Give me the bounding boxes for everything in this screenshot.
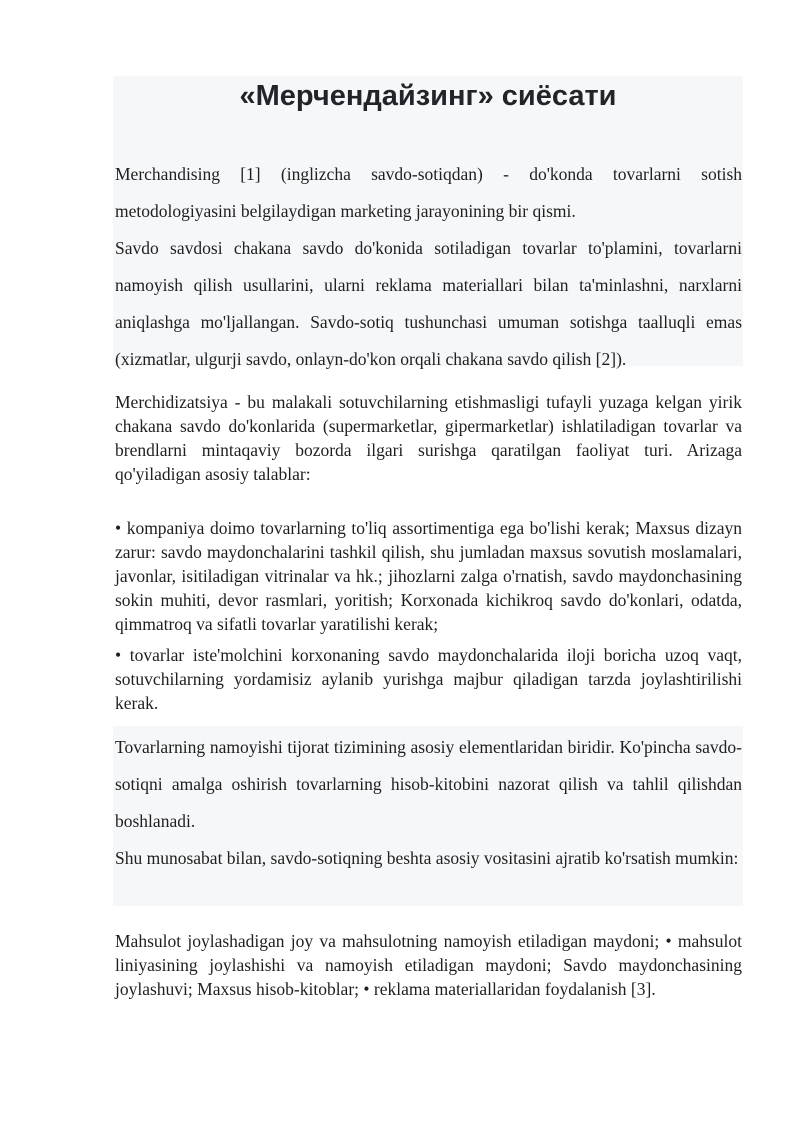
paragraph-requirement-2: • tovarlar iste'molchini korxonaning savdo maydonchalarida iloji boricha uzoq vaqt, sotuvchilarning yordamisiz aylanib yurishga majbur qiladigan tarzda joylashtirilishi kerak. xyxy=(115,645,742,713)
page-title: «Мерчендайзинг» сиёсати xyxy=(239,80,617,112)
paragraph-merchidizatsiya: Merchidizatsiya - bu malakali sotuvchilarning etishmasligi tufayli yuzaga kelgan yirik chakana savdo do'konlarida (supermarketlar, gipermarketlar) ishlatiladigan tovarlar va brendlarni mintaqaviy bozorda ilgari surishga qaratilgan faoliyat turi. Arizaga qo'yiladigan asosiy talablar: xyxy=(115,392,742,484)
paragraph-savdo-savdosi: Savdo savdosi chakana savdo do'konida sotiladigan tovarlar to'plamini, tovarlarni namoyish qilish usullarini, ularni reklama materiallari bilan ta'minlashni, narxlarni aniqlashga mo'ljallangan. Savdo-sotiq tushunchasi umuman sotishga taalluqli emas (xizmatlar, ulgurji savdo, onlayn-do'kon orqali chakana savdo qilish [2]). xyxy=(115,238,742,369)
paragraph-merchandising-definition: Merchandising [1] (inglizcha savdo-sotiqdan) - do'konda tovarlarni sotish metodologiyasini belgilaydigan marketing jarayonining bir qismi. xyxy=(115,164,742,221)
paragraph-requirement-1: • kompaniya doimo tovarlarning to'liq assortimentiga ega bo'lishi kerak; Maxsus dizayn zarur: savdo maydonchalarini tashkil qilish, shu jumladan maxsus sovutish moslamalari, javonlar, isitiladigan vitrinalar va hk.; jihozlarni zalga o'rnatish, savdo maydonchasining sokin muhiti, devor rasmlari, yoritish; Korxonada kichikroq savdo do'konlari, odatda, qimmatroq va sifatli tovarlar yaratilishi kerak; xyxy=(115,518,742,634)
paragraph-tools-list: Mahsulot joylashadigan joy va mahsulotning namoyish etiladigan maydoni; • mahsulot liniyasining joylashishi va namoyish etiladigan maydoni; Savdo maydonchasining joylashuvi; Maxsus hisob-kitoblar; • reklama materiallaridan foydalanish [3]. xyxy=(115,931,742,999)
paragraph-shu-munosabat: Shu munosabat bilan, savdo-sotiqning beshta asosiy vositasini ajratib ko'rsatish mumkin: xyxy=(115,848,739,868)
paragraph-tovarlar-namoyishi: Tovarlarning namoyishi tijorat tizimining asosiy elementlaridan biridir. Ko'pincha savdo-sotiqni amalga oshirish tovarlarning hisob-kitobini nazorat qilish va tahlil qilishdan boshlanadi. xyxy=(115,737,742,831)
